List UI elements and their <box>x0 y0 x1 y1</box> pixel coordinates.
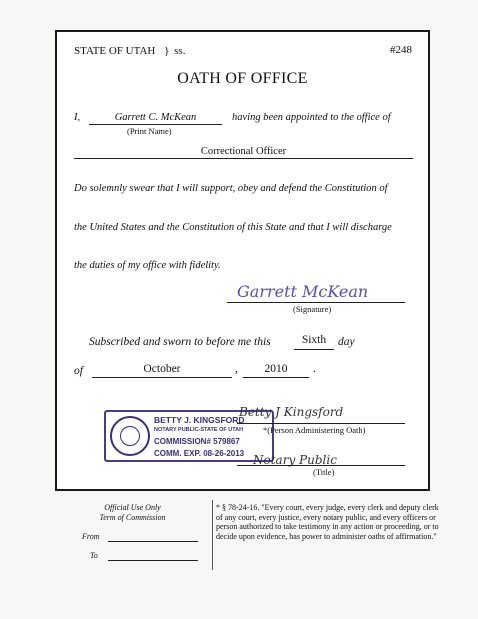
office-underline <box>74 158 413 159</box>
footer-divider <box>212 500 213 570</box>
pronoun-i: I, <box>74 112 81 123</box>
title-handwriting: Notary Public <box>253 453 337 467</box>
administering-line <box>237 423 405 424</box>
stamp-commission: COMMISSION# 579867 <box>154 437 240 446</box>
statute-text: * § 78-24-16. "Every court, every judge, every clerk and deputy clerk of any court, every justice, every notary public, and every officers or person authorized to take testimony in any action or proceeding, or to decide upon evidence, has power to administer oaths of affirmation." <box>216 503 439 541</box>
month-underline <box>92 377 232 378</box>
oath-line-1: Do solemnly swear that I will support, obey and defend the Constitution of <box>74 183 388 194</box>
print-name-caption: (Print Name) <box>127 126 172 136</box>
to-line <box>108 560 198 561</box>
state-heading <box>74 45 185 57</box>
from-label: From <box>82 532 100 541</box>
year-underline <box>243 377 309 378</box>
stamp-expiry: COMM. EXP. 08-26-2013 <box>154 449 245 458</box>
sworn-day: Sixth <box>301 334 327 346</box>
appointment-text: having been appointed to the office of <box>232 112 391 123</box>
title-caption: (Title) <box>313 467 335 477</box>
term-label: Term of Commission <box>99 513 166 522</box>
administering-caption: *(Person Administering Oath) <box>263 425 366 435</box>
form-title: OATH OF OFFICE <box>177 70 308 87</box>
ss-text: ss. <box>174 45 186 57</box>
date-comma: , <box>235 363 238 375</box>
day-underline <box>294 349 334 350</box>
sworn-month: October <box>143 363 181 375</box>
sworn-year: 2010 <box>264 363 288 375</box>
oath-line-2: the United States and the Constitution of this State and that I will discharge <box>74 222 392 233</box>
notary-seal <box>110 416 150 456</box>
official-use-block <box>60 503 205 523</box>
signature-caption: (Signature) <box>293 304 332 314</box>
name-underline <box>89 124 222 125</box>
brace: } <box>164 45 170 57</box>
stamp-name: BETTY J. KINGSFORD <box>154 415 245 425</box>
document-number: #248 <box>390 44 412 56</box>
oath-line-3: the duties of my office with fidelity. <box>74 260 221 271</box>
sworn-text: Subscribed and sworn to before me this <box>89 336 271 348</box>
to-label: To <box>90 551 98 560</box>
from-line <box>108 541 198 542</box>
official-use-label: Official Use Only <box>104 503 161 512</box>
administering-handwriting: Betty J Kingsford <box>239 405 344 419</box>
signature-line <box>227 302 405 303</box>
day-word: day <box>338 336 355 348</box>
office-value: Correctional Officer <box>200 146 287 157</box>
oath-form-frame <box>55 30 430 491</box>
of-label: of <box>74 365 83 377</box>
date-period: . <box>313 363 316 375</box>
title-line <box>237 465 405 466</box>
print-name-value: Garrett C. McKean <box>114 112 197 123</box>
signature-handwriting: Garrett McKean <box>237 282 369 301</box>
state-text: STATE OF UTAH <box>74 45 156 57</box>
stamp-state: NOTARY PUBLIC-STATE OF UTAH <box>154 427 244 433</box>
